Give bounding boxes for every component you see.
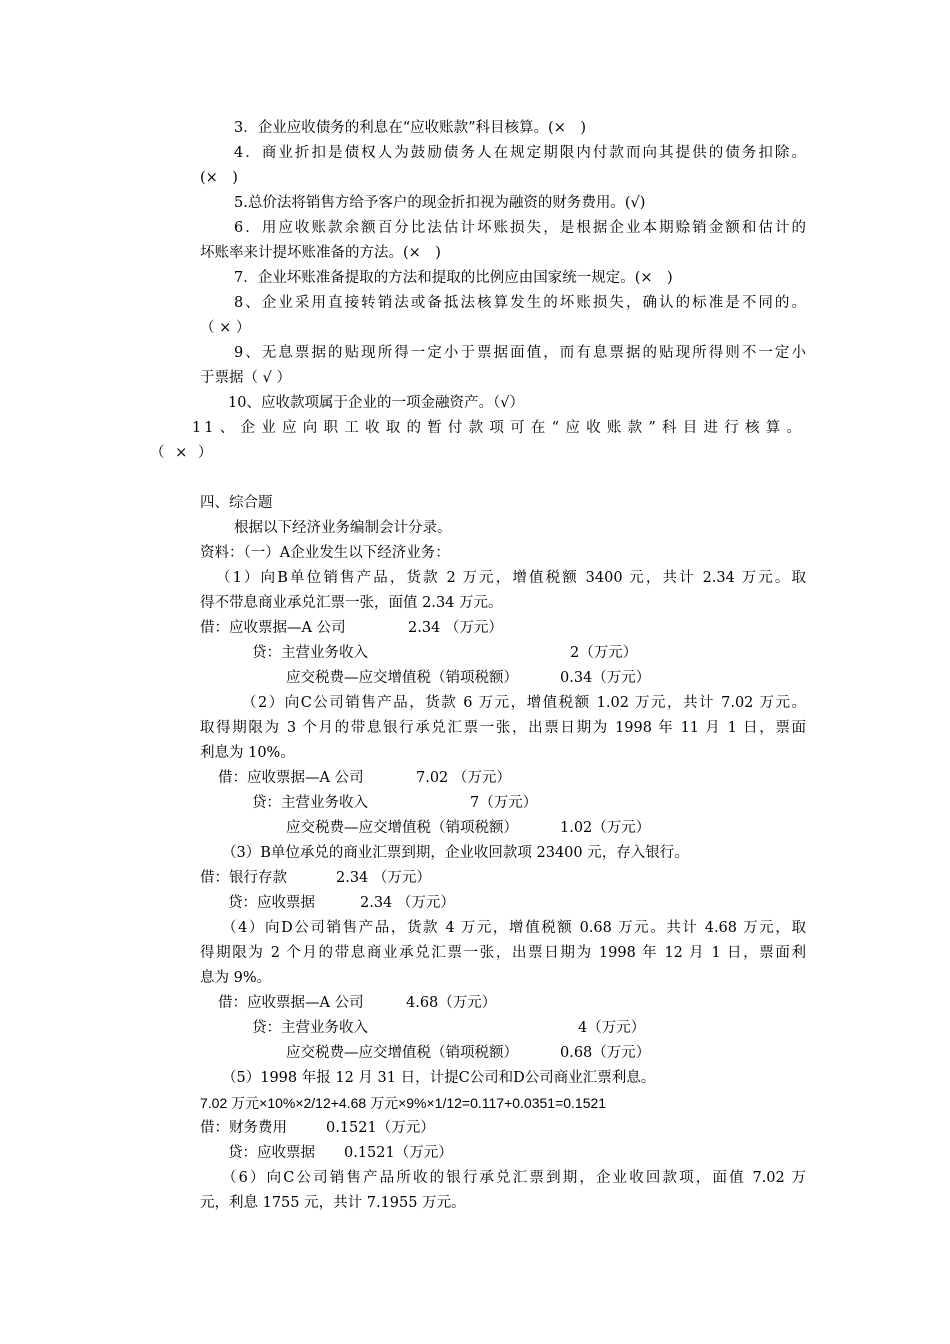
tf-item-11-answer: （ × ） <box>150 445 216 461</box>
tx5-credit-account: 贷：应收票据 <box>228 1145 315 1161</box>
tx5-description: （5）1998 年报 12 月 31 日，计提C公司和D公司商业汇票利息。 <box>222 1070 656 1086</box>
tx2-credit-amount-2: 1.02（万元） <box>560 820 651 836</box>
tx4-description-cont-2: 息为 9%。 <box>200 970 272 986</box>
tf-item-4-answer: (× ) <box>200 170 238 186</box>
tx2-description-cont-2: 利息为 10%。 <box>200 745 295 761</box>
tf-item-9-cont: 于票据（ √ ） <box>200 370 291 386</box>
tf-item-4: 4．商业折扣是债权人为鼓励债务人在规定期限内付款而向其提供的债务扣除。 <box>234 145 806 161</box>
tx1-credit-account-2: 应交税费—应交增值税（销项税额） <box>286 670 518 686</box>
tx5-calculation: 7.02 万元×10%×2/12+4.68 万元×9%×1/12=0.117+0.0351=0.1521 <box>200 1095 607 1111</box>
tx1-debit-amount: 2.34 （万元） <box>408 620 503 636</box>
tf-item-9: 9、无息票据的贴现所得一定小于票据面值，而有息票据的贴现所得则不一定小 <box>234 345 806 361</box>
tx4-description: （4）向D公司销售产品，货款 4 万元，增值税额 0.68 万元。共计 4.68 万元，取 <box>222 920 806 936</box>
tf-item-8-answer: （ × ） <box>200 320 251 336</box>
tx5-credit-amount: 0.1521（万元） <box>344 1145 453 1161</box>
tf-item-11: 11、企业应向职工收取的暂付款项可在“应收账款”科目进行核算。 <box>192 420 804 436</box>
tf-item-5: 5.总价法将销售方给予客户的现金折扣视为融资的财务费用。(√) <box>234 195 646 211</box>
tf-item-7: 7．企业坏账准备提取的方法和提取的比例应由国家统一规定。(× ) <box>234 270 673 286</box>
tx3-description: （3）B单位承兑的商业汇票到期，企业收回款项 23400 元，存入银行。 <box>222 845 689 861</box>
tx4-credit-amount-2: 0.68（万元） <box>560 1045 651 1061</box>
material-intro: 资料：（一）A企业发生以下经济业务： <box>200 545 450 561</box>
tx2-description-cont: 取得期限为 3 个月的带息银行承兑汇票一张，出票日期为 1998 年 11 月 1 日，票面 <box>200 720 806 736</box>
tx1-debit-account: 借：应收票据—A 公司 <box>200 620 346 636</box>
section-instruction: 根据以下经济业务编制会计分录。 <box>234 520 452 536</box>
tf-item-8: 8、企业采用直接转销法或备抵法核算发生的坏账损失，确认的标准是不同的。 <box>234 295 806 311</box>
tx5-debit-amount: 0.1521（万元） <box>326 1120 435 1136</box>
tx4-credit-amount-1: 4（万元） <box>578 1020 646 1036</box>
tx3-debit-account: 借：银行存款 <box>200 870 287 886</box>
tx2-description: （2）向C公司销售产品，货款 6 万元，增值税额 1.02 万元，共计 7.02 万元。 <box>242 695 806 711</box>
tx1-description-cont: 得不带息商业承兑汇票一张，面值 2.34 万元。 <box>200 595 503 611</box>
tf-item-3: 3．企业应收债务的利息在“应收账款”科目核算。(× ) <box>234 120 587 136</box>
tf-item-10: 10、应收款项属于企业的一项金融资产。（√） <box>228 395 524 411</box>
tx6-description: （6）向C公司销售产品所收的银行承兑汇票到期，企业收回款项，面值 7.02 万 <box>222 1170 806 1186</box>
tx5-debit-account: 借：财务费用 <box>200 1120 287 1136</box>
tx2-debit-amount: 7.02 （万元） <box>416 770 511 786</box>
tx1-credit-amount-1: 2（万元） <box>570 645 638 661</box>
tx1-credit-amount-2: 0.34（万元） <box>560 670 651 686</box>
tx4-description-cont: 得期限为 2 个月的带息商业承兑汇票一张，出票日期为 1998 年 12 月 1 日，票面利 <box>200 945 806 961</box>
tx2-debit-account: 借：应收票据—A 公司 <box>218 770 364 786</box>
section-heading: 四、综合题 <box>200 495 273 511</box>
tx4-credit-account-1: 贷：主营业务收入 <box>252 1020 368 1036</box>
tx4-debit-amount: 4.68（万元） <box>406 995 497 1011</box>
tx6-description-cont: 元，利息 1755 元，共计 7.1955 万元。 <box>200 1195 466 1211</box>
tx3-debit-amount: 2.34 （万元） <box>336 870 431 886</box>
tf-item-6-cont: 坏账率来计提坏账准备的方法。(× ) <box>200 245 441 261</box>
tx4-debit-account: 借：应收票据—A 公司 <box>218 995 364 1011</box>
tx1-description: （1）向B单位销售产品，货款 2 万元，增值税额 3400 元，共计 2.34 万元。取 <box>216 570 806 586</box>
tx2-credit-amount-1: 7（万元） <box>470 795 538 811</box>
tx4-credit-account-2: 应交税费—应交增值税（销项税额） <box>286 1045 518 1061</box>
tx2-credit-account-1: 贷：主营业务收入 <box>252 795 368 811</box>
tx2-credit-account-2: 应交税费—应交增值税（销项税额） <box>286 820 518 836</box>
tx3-credit-amount: 2.34 （万元） <box>360 895 455 911</box>
tx3-credit-account: 贷：应收票据 <box>228 895 315 911</box>
tf-item-6: 6．用应收账款余额百分比法估计坏账损失，是根据企业本期赊销金额和估计的 <box>234 220 806 236</box>
tx1-credit-account-1: 贷：主营业务收入 <box>252 645 368 661</box>
